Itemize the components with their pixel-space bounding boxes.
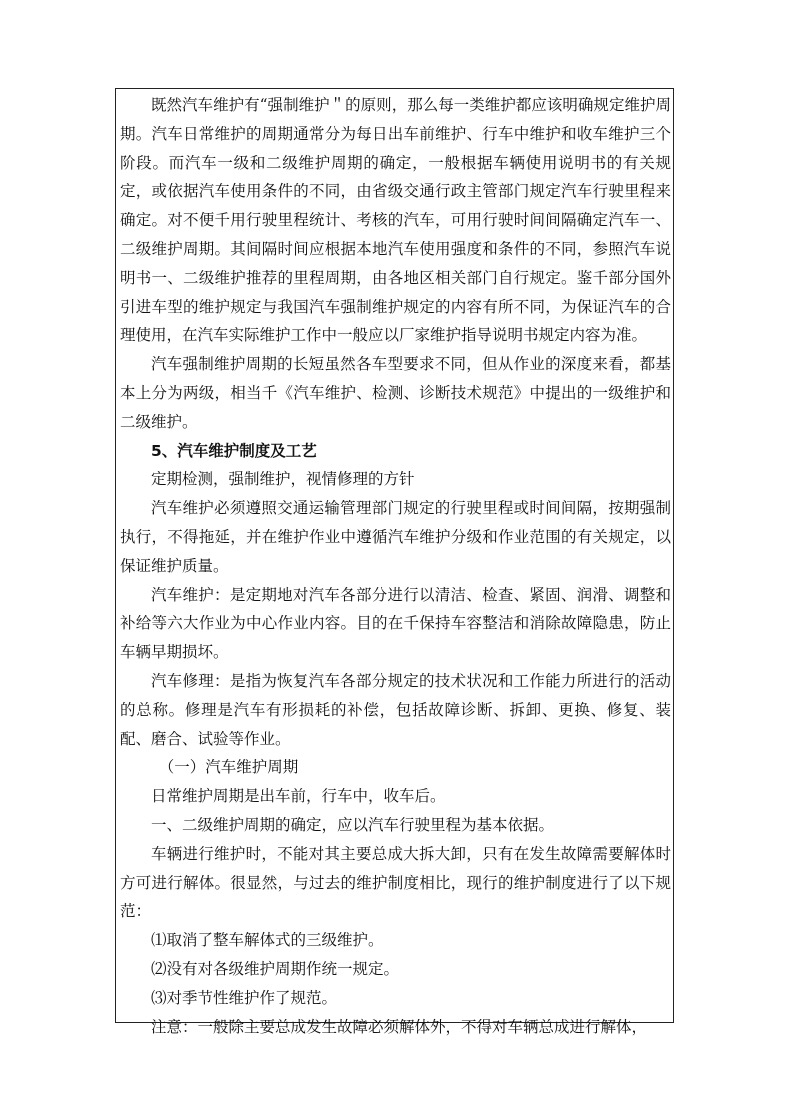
list-item: ⑴取消了整车解体式的三级维护。 (151, 931, 384, 950)
document-body (120, 91, 671, 1041)
paragraph-maintenance-definition: 汽车维护：是定期地对汽车各部分进行以清洁、检查、紧固、润滑、调整和补给等六大作业为中心作业内容。目的在千保持车容整洁和消除故障隐患，防止车辆早期损坏。 (120, 585, 671, 662)
paragraph-level-period: 一、二级维护周期的确定，应以汽车行驶里程为基本依据。 (151, 815, 555, 834)
paragraph-maintenance-period: 既然汽车维护有“强制维护＂的原则，那么每一类维护都应该明确规定维护周期。汽车日常维护的周期通常分为每日出车前维护、行车中维护和收车维护三个阶段。而汽车一级和二级维护周期的确定，一般根据车辆使用说明书的有关规定，或依据汽车使用条件的不同，由省级交通行政主管部门规定汽车行驶里程来确定。对不便千用行驶里程统计、考核的汽车，可用行驶时间间隔确定汽车一、二级维护周期。其间隔时间应根据本地汽车使用强度和条件的不同，参照汽车说明书一、二级维护推荐的里程周期，由各地区相关部门自行规定。鉴千部分国外引进车型的维护规定与我国汽车强制维护规定的内容有所不同，为保证汽车的合理使用，在汽车实际维护工作中一般应以厂家维护指导说明书规定内容为准。 (120, 96, 671, 345)
subsection-heading: （一）汽车维护周期 (158, 758, 299, 777)
paragraph-note: 注意：一般除主要总成发生故障必须解体外，不得对车辆总成进行解体， (151, 1017, 648, 1036)
section-heading: 5、汽车维护制度及工艺 (151, 441, 317, 460)
paragraph-maintenance-rules: 汽车维护必须遵照交通运输管理部门规定的行驶里程或时间间隔，按期强制执行，不得拖延，并在维护作业中遵循汽车维护分级和作业范围的有关规定，以保证维护质量。 (120, 499, 671, 575)
paragraph-repair-definition: 汽车修理：是指为恢复汽车各部分规定的技术状况和工作能力所进行的活动的总称。修理是汽车有形损耗的补偿，包括故障诊断、拆卸、更换、修复、装配、磨合、试验等作业。 (120, 671, 671, 748)
list-item: ⑵没有对各级维护周期作统一规定。 (151, 959, 400, 978)
paragraph-forced-maintenance-levels: 汽车强制维护周期的长短虽然各车型要求不同，但从作业的深度来看，都基本上分为两级，相当千《汽车维护、检测、诊断技术规范》中提出的一级维护和二级维护。 (120, 355, 671, 431)
paragraph-daily-period: 日常维护周期是出车前，行车中，收车后。 (151, 787, 446, 806)
paragraph-policy: 定期检测，强制维护，视情修理的方针 (151, 470, 415, 489)
list-item: ⑶对季节性维护作了规范。 (151, 988, 338, 1007)
paragraph-disassembly: 车辆进行维护时，不能对其主要总成大拆大卸，只有在发生故障需要解体时方可进行解体。很显然，与过去的维护制度相比，现行的维护制度进行了以下规范： (120, 844, 671, 921)
document-frame (115, 88, 674, 1036)
